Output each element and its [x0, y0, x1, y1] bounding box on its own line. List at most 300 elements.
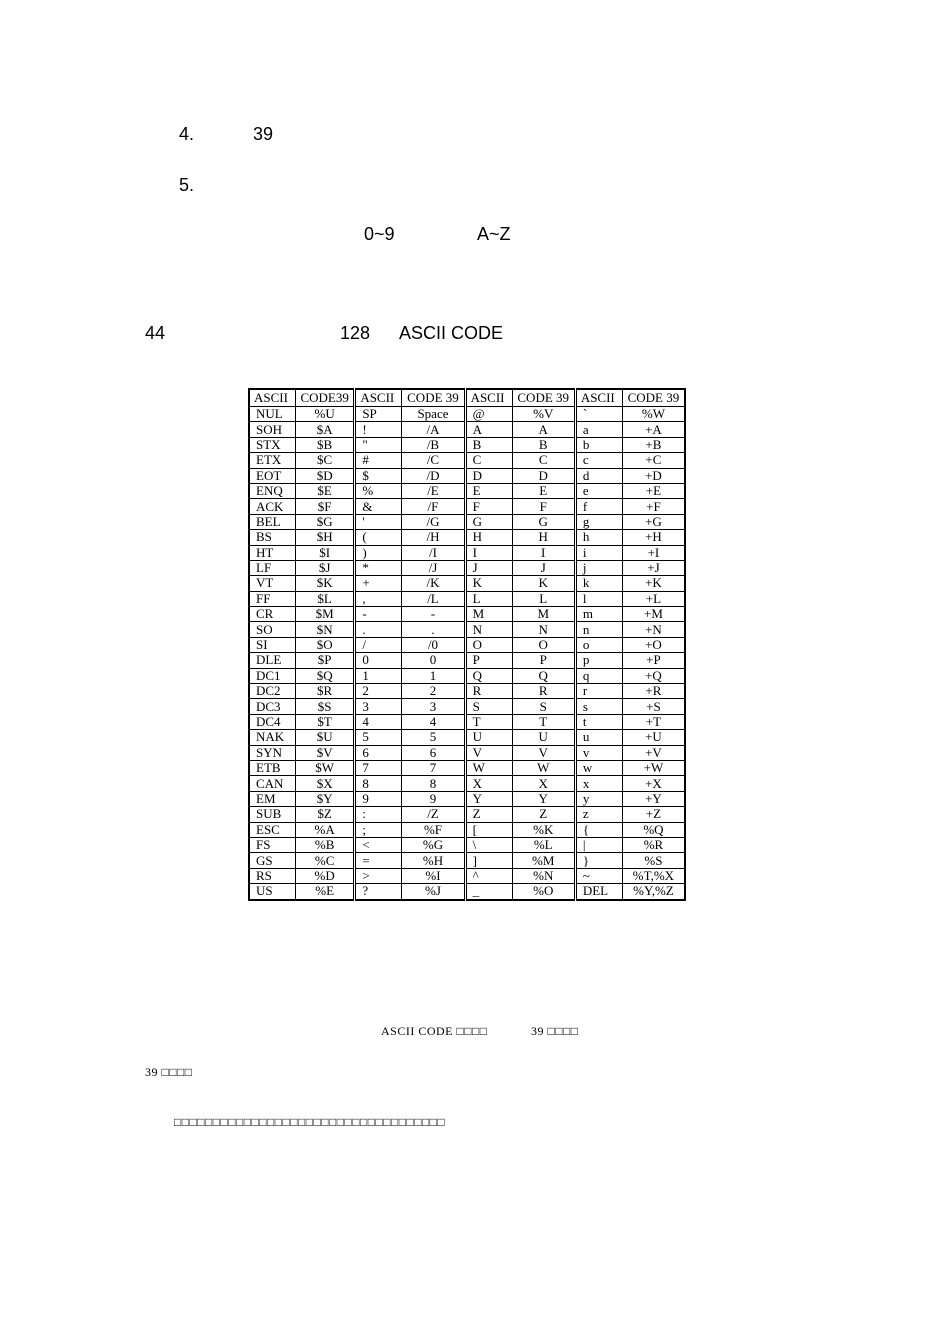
ascii-cell: HT: [249, 545, 295, 560]
ascii-cell: L: [465, 591, 512, 606]
code39-cell: +W: [622, 760, 685, 775]
code39-cell: /K: [402, 576, 465, 591]
table-header-row: [249, 389, 685, 407]
ascii-cell: X: [465, 776, 512, 791]
code39-cell: $I: [295, 545, 354, 560]
table-row: [249, 714, 685, 729]
ascii-cell: l: [575, 591, 622, 606]
ascii-cell: GS: [249, 853, 295, 868]
ascii-cell: g: [575, 514, 622, 529]
ascii-cell: O: [465, 637, 512, 652]
ascii-cell: f: [575, 499, 622, 514]
code39-cell: T: [512, 714, 575, 729]
ascii-cell: %: [355, 483, 402, 498]
col-header-code39: CODE39: [295, 389, 354, 407]
code39-cell: .: [402, 622, 465, 637]
code39-cell: +N: [622, 622, 685, 637]
list-item-4-number: 4.: [179, 124, 195, 144]
ascii-cell: DC4: [249, 714, 295, 729]
table-row: [249, 407, 685, 422]
intro-code: ASCII CODE: [399, 323, 504, 343]
ascii-cell: D: [465, 468, 512, 483]
ascii-cell: o: [575, 637, 622, 652]
code39-cell: /Z: [402, 807, 465, 822]
code39-cell: +A: [622, 422, 685, 437]
ascii-cell: 7: [355, 760, 402, 775]
ascii-cell: EOT: [249, 468, 295, 483]
code39-cell: R: [512, 684, 575, 699]
code39-cell: %T,%X: [622, 868, 685, 883]
ascii-cell: 3: [355, 699, 402, 714]
table-row: [249, 745, 685, 760]
code39-cell: /I: [402, 545, 465, 560]
ascii-cell: q: [575, 668, 622, 683]
ascii-cell: <: [355, 837, 402, 852]
code39-cell: A: [512, 422, 575, 437]
table-row: [249, 684, 685, 699]
ascii-cell: ESC: [249, 822, 295, 837]
ascii-cell: (: [355, 530, 402, 545]
caption-left: ASCII CODE □□□□: [381, 1024, 488, 1038]
ascii-cell: DC3: [249, 699, 295, 714]
code39-cell: +S: [622, 699, 685, 714]
code39-cell: 7: [402, 760, 465, 775]
range-digits: 0~9: [364, 224, 395, 244]
ascii-cell: ETX: [249, 453, 295, 468]
ascii-cell: +: [355, 576, 402, 591]
ascii-cell: !: [355, 422, 402, 437]
table-row: [249, 853, 685, 868]
code39-cell: /0: [402, 637, 465, 652]
ascii-cell: @: [465, 407, 512, 422]
ascii-cell: u: [575, 730, 622, 745]
ascii-cell: -: [355, 607, 402, 622]
ascii-cell: c: [575, 453, 622, 468]
col-header-ascii: ASCII: [465, 389, 512, 407]
code39-cell: /E: [402, 483, 465, 498]
intro-count: 44: [145, 323, 166, 343]
ascii-cell: C: [465, 453, 512, 468]
code39-cell: +K: [622, 576, 685, 591]
code39-cell: O: [512, 637, 575, 652]
range-letters: A~Z: [477, 224, 511, 244]
ascii-cell: R: [465, 684, 512, 699]
ascii-cell: VT: [249, 576, 295, 591]
code39-cell: $U: [295, 730, 354, 745]
code39-cell: $Z: [295, 807, 354, 822]
ascii-cell: ,: [355, 591, 402, 606]
table-row: [249, 607, 685, 622]
ascii-cell: U: [465, 730, 512, 745]
code39-cell: N: [512, 622, 575, 637]
ascii-cell: v: [575, 745, 622, 760]
code39-cell: %Q: [622, 822, 685, 837]
ascii-cell: }: [575, 853, 622, 868]
ascii-cell: ": [355, 437, 402, 452]
code39-cell: P: [512, 653, 575, 668]
table-row: [249, 468, 685, 483]
list-item-4-text: 39: [253, 124, 274, 144]
ascii-cell: w: [575, 760, 622, 775]
ascii-cell: SYN: [249, 745, 295, 760]
table-row: [249, 822, 685, 837]
code39-cell: 8: [402, 776, 465, 791]
code39-cell: Q: [512, 668, 575, 683]
ascii-cell: SI: [249, 637, 295, 652]
code39-cell: +E: [622, 483, 685, 498]
ascii-cell: k: [575, 576, 622, 591]
ascii-cell: #: [355, 453, 402, 468]
ascii-cell: ^: [465, 868, 512, 883]
ascii-cell: ?: [355, 884, 402, 900]
ascii-cell: ): [355, 545, 402, 560]
table-row: [249, 422, 685, 437]
ascii-cell: i: [575, 545, 622, 560]
table-row: [249, 807, 685, 822]
code39-cell: $G: [295, 514, 354, 529]
table-row: [249, 637, 685, 652]
text-line-body: □□□□□□□□□□□□□□□□□□□□□□□□□□□□□□□□□□□: [174, 1115, 446, 1129]
ascii-cell: :: [355, 807, 402, 822]
code39-cell: Y: [512, 791, 575, 806]
ascii-cell: NAK: [249, 730, 295, 745]
code39-cell: +U: [622, 730, 685, 745]
code39-cell: +G: [622, 514, 685, 529]
code39-cell: %G: [402, 837, 465, 852]
ascii-cell: Q: [465, 668, 512, 683]
table-row: [249, 499, 685, 514]
ascii-cell: /: [355, 637, 402, 652]
code39-cell: %L: [512, 837, 575, 852]
ascii-cell: ETB: [249, 760, 295, 775]
ascii-cell: F: [465, 499, 512, 514]
code39-cell: +Q: [622, 668, 685, 683]
ascii-cell: t: [575, 714, 622, 729]
code39-cell: %N: [512, 868, 575, 883]
code39-cell: %O: [512, 884, 575, 900]
code39-cell: G: [512, 514, 575, 529]
ascii-cell: US: [249, 884, 295, 900]
table-row: [249, 653, 685, 668]
code39-cell: $V: [295, 745, 354, 760]
code39-cell: %S: [622, 853, 685, 868]
code39-cell: /C: [402, 453, 465, 468]
ascii-cell: m: [575, 607, 622, 622]
code39-cell: /L: [402, 591, 465, 606]
code39-cell: $M: [295, 607, 354, 622]
code39-cell: /B: [402, 437, 465, 452]
table-row: [249, 437, 685, 452]
ascii-cell: s: [575, 699, 622, 714]
ascii-cell: K: [465, 576, 512, 591]
table-row: [249, 453, 685, 468]
ascii-cell: BS: [249, 530, 295, 545]
table-row: [249, 868, 685, 883]
col-header-ascii: ASCII: [575, 389, 622, 407]
ascii-cell: SOH: [249, 422, 295, 437]
code39-cell: +O: [622, 637, 685, 652]
code39-cell: $N: [295, 622, 354, 637]
code39-cell: $D: [295, 468, 354, 483]
code39-cell: -: [402, 607, 465, 622]
ascii-cell: J: [465, 560, 512, 575]
ascii-cell: ': [355, 514, 402, 529]
code39-cell: %U: [295, 407, 354, 422]
ascii-cell: B: [465, 437, 512, 452]
code39-cell: 5: [402, 730, 465, 745]
ascii-cell: STX: [249, 437, 295, 452]
code39-cell: S: [512, 699, 575, 714]
code39-cell: +T: [622, 714, 685, 729]
ascii-cell: T: [465, 714, 512, 729]
code39-cell: %A: [295, 822, 354, 837]
code39-cell: $C: [295, 453, 354, 468]
code39-cell: 3: [402, 699, 465, 714]
code39-cell: $F: [295, 499, 354, 514]
code39-cell: %H: [402, 853, 465, 868]
code39-cell: /J: [402, 560, 465, 575]
code39-cell: $J: [295, 560, 354, 575]
code39-cell: L: [512, 591, 575, 606]
table-row: [249, 514, 685, 529]
caption-right: 39 □□□□: [531, 1024, 579, 1038]
code39-cell: $Y: [295, 791, 354, 806]
code39-cell: E: [512, 483, 575, 498]
code39-cell: %I: [402, 868, 465, 883]
code39-cell: /A: [402, 422, 465, 437]
ascii-cell: Y: [465, 791, 512, 806]
table-body: [249, 407, 685, 900]
ascii-cell: x: [575, 776, 622, 791]
table-row: [249, 668, 685, 683]
table-row: [249, 483, 685, 498]
code39-cell: $B: [295, 437, 354, 452]
code39-cell: %R: [622, 837, 685, 852]
ascii-cell: _: [465, 884, 512, 900]
code39-cell: 4: [402, 714, 465, 729]
table-row: [249, 576, 685, 591]
code39-cell: $X: [295, 776, 354, 791]
ascii-cell: {: [575, 822, 622, 837]
ascii-cell: 5: [355, 730, 402, 745]
code39-cell: +Y: [622, 791, 685, 806]
ascii-cell: h: [575, 530, 622, 545]
code39-cell: +D: [622, 468, 685, 483]
code39-cell: %V: [512, 407, 575, 422]
col-header-code39: CODE 39: [402, 389, 465, 407]
code39-cell: +R: [622, 684, 685, 699]
table-row: [249, 530, 685, 545]
ascii-cell: RS: [249, 868, 295, 883]
code39-cell: %K: [512, 822, 575, 837]
code39-cell: $T: [295, 714, 354, 729]
code39-cell: +Z: [622, 807, 685, 822]
code39-cell: %M: [512, 853, 575, 868]
ascii-cell: H: [465, 530, 512, 545]
table-row: [249, 791, 685, 806]
code39-cell: $E: [295, 483, 354, 498]
ascii-cell: CAN: [249, 776, 295, 791]
ascii-cell: SO: [249, 622, 295, 637]
ascii-cell: V: [465, 745, 512, 760]
code39-cell: Space: [402, 407, 465, 422]
ascii-cell: I: [465, 545, 512, 560]
ascii-code39-table: [248, 388, 686, 901]
table-row: [249, 591, 685, 606]
ascii-cell: 9: [355, 791, 402, 806]
col-header-ascii: ASCII: [355, 389, 402, 407]
ascii-cell: FS: [249, 837, 295, 852]
ascii-cell: DC1: [249, 668, 295, 683]
ascii-cell: b: [575, 437, 622, 452]
ascii-cell: n: [575, 622, 622, 637]
ascii-cell: e: [575, 483, 622, 498]
code39-cell: +X: [622, 776, 685, 791]
ascii-cell: N: [465, 622, 512, 637]
code39-cell: Z: [512, 807, 575, 822]
ascii-cell: SUB: [249, 807, 295, 822]
code39-cell: C: [512, 453, 575, 468]
ascii-cell: $: [355, 468, 402, 483]
ascii-cell: S: [465, 699, 512, 714]
ascii-cell: *: [355, 560, 402, 575]
code39-cell: $S: [295, 699, 354, 714]
code39-cell: /F: [402, 499, 465, 514]
code39-cell: $O: [295, 637, 354, 652]
code39-cell: +H: [622, 530, 685, 545]
text-line-39: 39 □□□□: [145, 1065, 193, 1079]
ascii-cell: BEL: [249, 514, 295, 529]
table-row: [249, 730, 685, 745]
ascii-cell: FF: [249, 591, 295, 606]
code39-cell: %W: [622, 407, 685, 422]
code39-cell: +J: [622, 560, 685, 575]
ascii-cell: >: [355, 868, 402, 883]
code39-cell: $Q: [295, 668, 354, 683]
ascii-cell: |: [575, 837, 622, 852]
code39-cell: %J: [402, 884, 465, 900]
code39-cell: $K: [295, 576, 354, 591]
code39-cell: /H: [402, 530, 465, 545]
code39-cell: %D: [295, 868, 354, 883]
ascii-cell: [: [465, 822, 512, 837]
code39-cell: $P: [295, 653, 354, 668]
table-row: [249, 837, 685, 852]
table-row: [249, 545, 685, 560]
ascii-cell: 4: [355, 714, 402, 729]
code39-cell: 6: [402, 745, 465, 760]
table-row: [249, 776, 685, 791]
table-row: [249, 884, 685, 900]
ascii-cell: a: [575, 422, 622, 437]
code39-cell: 2: [402, 684, 465, 699]
ascii-cell: P: [465, 653, 512, 668]
ascii-cell: A: [465, 422, 512, 437]
code39-cell: 1: [402, 668, 465, 683]
code39-cell: $H: [295, 530, 354, 545]
code39-cell: U: [512, 730, 575, 745]
ascii-cell: CR: [249, 607, 295, 622]
ascii-cell: LF: [249, 560, 295, 575]
code39-cell: +F: [622, 499, 685, 514]
ascii-cell: d: [575, 468, 622, 483]
intro-total: 128: [340, 323, 371, 343]
code39-cell: K: [512, 576, 575, 591]
code39-cell: /G: [402, 514, 465, 529]
ascii-cell: Z: [465, 807, 512, 822]
code39-cell: V: [512, 745, 575, 760]
code39-cell: %Y,%Z: [622, 884, 685, 900]
code39-cell: B: [512, 437, 575, 452]
code39-cell: %B: [295, 837, 354, 852]
ascii-cell: NUL: [249, 407, 295, 422]
code39-cell: J: [512, 560, 575, 575]
ascii-cell: &: [355, 499, 402, 514]
ascii-cell: r: [575, 684, 622, 699]
ascii-cell: 6: [355, 745, 402, 760]
list-item-5-number: 5.: [179, 175, 195, 195]
table-row: [249, 760, 685, 775]
ascii-cell: p: [575, 653, 622, 668]
ascii-cell: DC2: [249, 684, 295, 699]
code39-cell: $W: [295, 760, 354, 775]
ascii-cell: G: [465, 514, 512, 529]
ascii-cell: j: [575, 560, 622, 575]
ascii-cell: DEL: [575, 884, 622, 900]
ascii-cell: ~: [575, 868, 622, 883]
ascii-cell: `: [575, 407, 622, 422]
code39-cell: +I: [622, 545, 685, 560]
ascii-cell: 2: [355, 684, 402, 699]
code39-cell: W: [512, 760, 575, 775]
ascii-cell: E: [465, 483, 512, 498]
code39-cell: +L: [622, 591, 685, 606]
code39-cell: +C: [622, 453, 685, 468]
code39-cell: $A: [295, 422, 354, 437]
code39-cell: D: [512, 468, 575, 483]
ascii-cell: 1: [355, 668, 402, 683]
code39-cell: $L: [295, 591, 354, 606]
code39-cell: %C: [295, 853, 354, 868]
code39-cell: %F: [402, 822, 465, 837]
code39-cell: M: [512, 607, 575, 622]
ascii-cell: EM: [249, 791, 295, 806]
ascii-cell: ACK: [249, 499, 295, 514]
ascii-cell: ]: [465, 853, 512, 868]
ascii-cell: z: [575, 807, 622, 822]
ascii-cell: M: [465, 607, 512, 622]
ascii-cell: =: [355, 853, 402, 868]
ascii-cell: ENQ: [249, 483, 295, 498]
code39-cell: 9: [402, 791, 465, 806]
code39-cell: +V: [622, 745, 685, 760]
col-header-code39: CODE 39: [622, 389, 685, 407]
ascii-cell: SP: [355, 407, 402, 422]
ascii-cell: y: [575, 791, 622, 806]
col-header-code39: CODE 39: [512, 389, 575, 407]
code39-cell: +B: [622, 437, 685, 452]
code39-cell: +P: [622, 653, 685, 668]
code39-cell: $R: [295, 684, 354, 699]
table-row: [249, 560, 685, 575]
col-header-ascii: ASCII: [249, 389, 295, 407]
ascii-cell: ;: [355, 822, 402, 837]
ascii-cell: \: [465, 837, 512, 852]
ascii-cell: 8: [355, 776, 402, 791]
table-row: [249, 699, 685, 714]
table-row: [249, 622, 685, 637]
code39-cell: /D: [402, 468, 465, 483]
